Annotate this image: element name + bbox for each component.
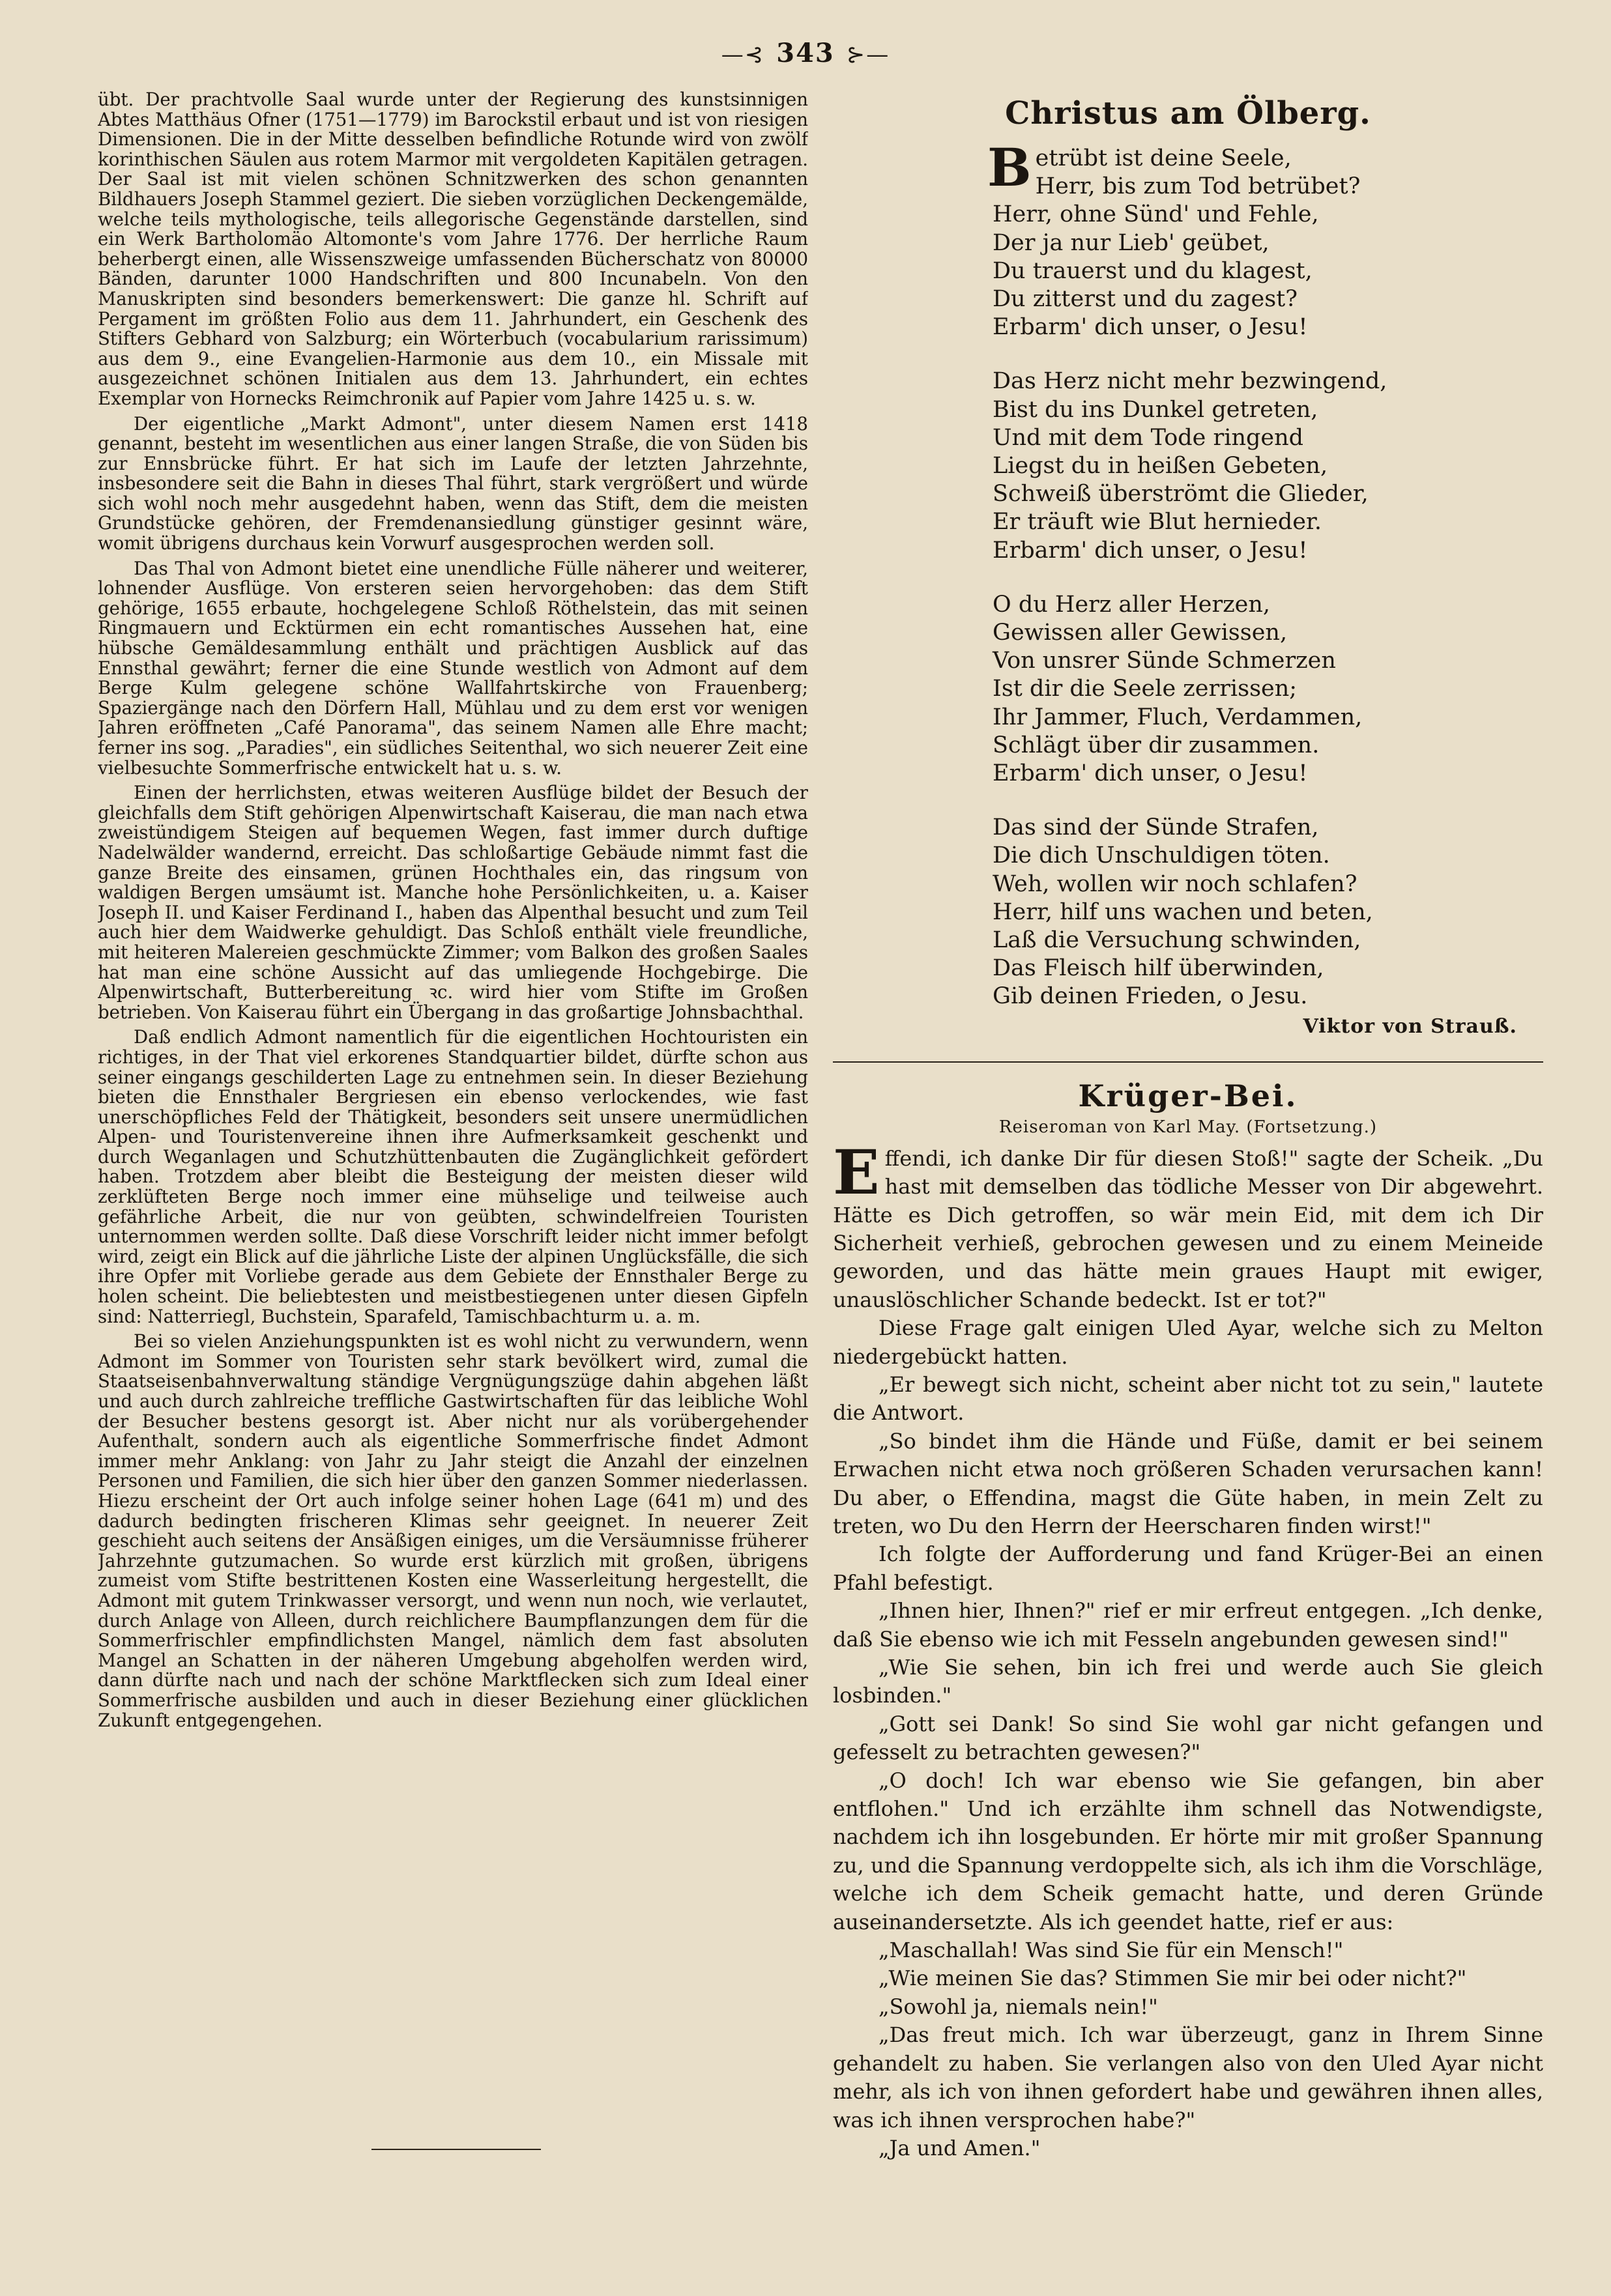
poem-line: Schlägt über dir zusammen. [993, 732, 1320, 758]
poem-author: Viktor von Strauß. [1303, 1014, 1517, 1038]
poem-line: Das Fleisch hilf überwinden, [993, 955, 1324, 982]
story-paragraph: Diese Frage galt einigen Uled Ayar, welche sich zu Melton niedergebückt hatten. [833, 1315, 1543, 1369]
article-paragraph-4: Einen der herrlichsten, etwas weiteren Ausflüge bildet der Besuch der gleichfalls dem Stift gehörigen Alpenwirtschaft Kaiserau, die man nach etwa zweistündigem Steigen auf bequemen Wegen, fast immer durch duftige Nadelwälder wandernd, erreicht. Das schloßartige Gebäude nimmt fast die ganze Breite des einsamen, grünen Hochthales ein, das ringsum von waldigen Bergen umsäumt ist. Manche hohe Persönlichkeiten, u. a. Kaiser Joseph II. und Kaiser Ferdinand I., haben das Alpenthal besucht und zum Teil auch hier dem Waidwerke gehuldigt. Das Schloß enthält viele freundliche, mit heiteren Malereien geschmückte Zimmer; vom Balkon des großen Saales hat man eine schöne Aussicht auf das umliegende Hochgebirge. Die Alpenwirtschaft, Butterbereitung ꝛc. wird hier vom Stifte im Großen betrieben. Von Kaiserau führt ein Übergang in das großartige Johnsbachthal. [98, 782, 808, 1023]
poem-stanza-2 [993, 367, 1543, 564]
story-paragraph: „Ihnen hier, Ihnen?" rief er mir erfreut entgegen. „Ich denke, daß Sie ebenso wie ich mit Fesseln angebunden gewesen sind!" [833, 1598, 1543, 1652]
story-paragraph: „Das freut mich. Ich war überzeugt, ganz in Ihrem Sinne gehandelt zu haben. Sie verlangen also von den Uled Ayar nicht mehr, als ich von ihnen gefordert habe und gewähren ihnen alles, was ich ihnen versprochen habe?" [833, 2022, 1543, 2132]
poem-line: Herr, bis zum Tod betrübet? [1035, 173, 1361, 200]
poem-line: Von unsrer Sünde Schmerzen [993, 648, 1336, 674]
poem-line: Das Herz nicht mehr bezwingend, [993, 368, 1387, 395]
section-divider [833, 1061, 1543, 1063]
story-paragraph: „Wie Sie sehen, bin ich frei und werde auch Sie gleich losbinden." [833, 1655, 1543, 1708]
story-paragraph: „Er bewegt sich nicht, scheint aber nicht tot zu sein," lautete die Antwort. [833, 1371, 1543, 1426]
poem-line: Liegst du in heißen Gebeten, [993, 453, 1328, 480]
story-paragraph: „So bindet ihm die Hände und Füße, damit er bei seinem Erwachen nicht etwa noch größeren Schaden verursachen kann! Du aber, o Effendina, magst die Güte haben, in mein Zelt zu treten, wo Du den Herrn der Heerscharen finden wirst!" [833, 1428, 1543, 1538]
story-paragraph: „Maschallah! Was sind Sie für ein Mensch!" [878, 1938, 1344, 1963]
story-paragraph: „Wie meinen Sie das? Stimmen Sie mir bei oder nicht?" [878, 1966, 1467, 1991]
poem-line: Gib deinen Frieden, o Jesu. [993, 983, 1308, 1010]
ornament-left: —⊰ [721, 42, 765, 68]
poem-line: Und mit dem Tode ringend [993, 424, 1304, 451]
article-paragraph-6: Bei so vielen Anziehungspunkten ist es wohl nicht zu verwundern, wenn Admont im Sommer von Touristen sehr stark bevölkert wird, zumal die Staatseisenbahnverwaltung ständige Vergnügungszüge dahin abgehen läßt und auch durch zahlreiche treffliche Gastwirtschaften für das leibliche Wohl der Besucher bestens gesorgt ist. Aber nicht nur als vorübergehender Aufenthalt, sondern auch als eigentliche Sommerfrische findet Admont immer mehr Anklang: von Jahr zu Jahr steigt die Anzahl der einzelnen Personen und Familien, die sich hier über den ganzen Sommer niederlassen. Hiezu erscheint der Ort auch infolge seiner hohen Lage (641 m) und des dadurch bedingten frischeren Klimas sehr geeignet. In neuerer Zeit geschieht auch seitens der Ansäßigen einiges, um die Versäumnisse früherer Jahrzehnte gutzumachen. So wurde erst kürzlich mit großen, übrigens zumeist vom Stifte bestrittenen Kosten eine Wasserleitung hergestellt, die Admont mit gutem Trinkwasser versorgt, und wenn nun noch, wie verlautet, durch Anlage von Alleen, durch reichlichere Baumpflanzungen dem für die Sommerfrischler empfindlichsten Mangel, nämlich dem fast absoluten Mangel an Schatten in der näheren Umgebung abgeholfen werden wird, dann dürfte nach und nach der schöne Marktflecken sich zum Ideal einer Sommerfrische ausbilden und auch in dieser Beziehung einer glücklichen Zukunft entgegengehen. [98, 1330, 808, 1731]
poem-line: Gewissen aller Gewissen, [993, 620, 1288, 646]
poem-line: Ihr Jammer, Fluch, Verdammen, [993, 704, 1363, 730]
poem-line: O du Herz aller Herzen, [993, 591, 1271, 618]
poem-line: Bist du ins Dunkel getreten, [993, 396, 1318, 423]
poem-line: Der ja nur Lieb' geübet, [993, 229, 1270, 256]
poem-line: Erbarm' dich unser, o Jesu! [993, 314, 1308, 341]
ornament-right: ⊱— [846, 42, 890, 68]
poem-line: Du trauerst und du klagest, [993, 257, 1313, 284]
poem-line: Er träuft wie Blut hernieder. [993, 509, 1322, 536]
story-body [833, 1136, 1543, 2163]
article-paragraph-3: Das Thal von Admont bietet eine unendliche Fülle näherer und weiterer, lohnender Ausflüge. Von ersteren seien hervorgehoben: das dem Stift gehörige, 1655 erbaute, hochgelegene Schloß Röthelstein, das mit seinen Ringmauern und Ecktürmen ein echt romantisches Aussehen hat, eine hübsche Gemäldesammlung enthält und prächtigen Ausblick auf das Ennsthal gewährt; ferner die eine Stunde westlich von Admont auf dem Berge Kulm gelegene schöne Wallfahrtskirche von Frauenberg; Spaziergänge nach den Dörfern Hall, Mühlau und zu dem erst vor wenigen Jahren eröffneten „Café Panorama", das seinem Namen alle Ehre macht; ferner ins sog. „Paradies", ein südliches Seitenthal, wo sich neuerer Zeit eine vielbesuchte Sommerfrische entwickelt hat u. s. w. [98, 557, 808, 779]
poem-line: Die dich Unschuldigen töten. [993, 842, 1330, 869]
page-number-header [0, 38, 1611, 68]
article-paragraph-1: übt. Der prachtvolle Saal wurde unter der Regierung des kunstsinnigen Abtes Matthäus Ofner (1751—1779) im Barockstil erbaut und ist von riesigen Dimensionen. Die in der Mitte desselben befindliche Rotunde wird von zwölf korinthischen Säulen aus rotem Marmor mit vergoldeten Kapitälen getragen. Der Saal ist mit vielen schönen Schnitzwerken des schon genannten Bildhauers Joseph Stammel geziert. Die sieben vorzüglichen Deckengemälde, welche teils mythologische, teils allegorische Gegenstände darstellen, sind ein Werk Bartholomäo Altomonte's vom Jahre 1776. Der herrliche Raum beherbergt einen, alle Wissenszweige umfassenden Bücherschatz von 80000 Bänden, darunter 1000 Handschriften und 800 Incunabeln. Von den Manuskripten sind besonders bemerkenswert: Die ganze hl. Schrift auf Pergament im größten Folio aus dem 11. Jahrhundert, ein Geschenk des Stifters Gebhard von Salzburg; ein Wörterbuch (vocabularium rarissimum) aus dem 9., eine Evangelien-Harmonie aus dem 10., ein Missale mit ausgezeichnet schönen Initialen aus dem 13. Jahrhundert, ein echtes Exemplar von Hornecks Reimchronik auf Papier vom Jahre 1425 u. s. w. [98, 90, 808, 409]
article-paragraph-2: Der eigentliche „Markt Admont", unter diesem Namen erst 1418 genannt, besteht im wesentlichen aus einer langen Straße, die von Süden bis zur Ennsbrücke führt. Er hat sich im Laufe der letzten Jahrzehnte, insbesondere seit die Bahn in dieses Thal führt, stark vergrößert und würde sich wohl noch mehr ausgedehnt haben, wenn das Stift, dem die meisten Grundstücke gehören, der Fremdenansiedlung günstiger gesinnt wäre, womit übrigens durchaus kein Vorwurf ausgesprochen werden soll. [98, 412, 808, 554]
poem-stanza-4 [993, 814, 1543, 1011]
poem-line: Betrübt ist deine Seele, [987, 137, 1292, 198]
story-subtitle: Reiseroman von Karl May. (Fortsetzung.) [998, 1117, 1378, 1137]
poem-line: Erbarm' dich unser, o Jesu! [993, 537, 1308, 564]
story-paragraph: Effendi, ich danke Dir für diesen Stoß!" sagte der Scheik. „Du hast mit demselben das tödliche Messer von Dir abgewehrt. Hätte es Dich getroffen, so wär mein Eid, mit dem ich Dir Sicherheit verhieß, gebrochen gewesen und zu einem Meineide geworden, und das hätte mein graues Haupt mit ewiger, unauslöschlicher Schande bedeckt. Ist er tot?" [833, 1136, 1543, 1312]
story-paragraph: „Ja und Amen." [878, 2135, 1041, 2160]
article-admont-column [98, 90, 808, 2207]
poem-line: Weh, wollen wir noch schlafen? [993, 870, 1357, 897]
poem-line: Herr, hilf uns wachen und beten, [993, 898, 1373, 925]
poem-line: Das sind der Sünde Strafen, [993, 814, 1319, 841]
poem-line: Laß die Versuchung schwinden, [993, 927, 1361, 954]
poem-line: Herr, ohne Sünd' und Fehle, [993, 201, 1319, 228]
story-paragraph: „Gott sei Dank! So sind Sie wohl gar nicht gefangen und gefesselt zu betrachten gewesen?" [833, 1711, 1543, 1765]
poem-title: Christus am Ölberg. [1005, 95, 1371, 132]
page-number: 343 [776, 38, 835, 68]
poem-line: Ist dir die Seele zerrissen; [993, 676, 1298, 702]
poem-body [987, 137, 1543, 1011]
story-paragraph: „O doch! Ich war ebenso wie Sie gefangen, bin aber entflohen." Und ich erzählte ihm schnell das Notwendigste, nachdem ich ihn losgebunden. Er hörte mir mit großer Spannung zu, und die Spannung verdoppelte sich, als ich ihm die Vorschläge, welche ich dem Scheik gemacht hatte, und deren Gründe auseinandersetzte. Als ich geendet hatte, rief er aus: [833, 1768, 1543, 1934]
right-column [833, 90, 1543, 2207]
story-paragraph: „Sowohl ja, niemals nein!" [878, 1994, 1158, 2019]
poem-initial: B [987, 137, 1032, 198]
poem-line: Erbarm' dich unser, o Jesu! [993, 760, 1308, 787]
column-end-rule [371, 2149, 541, 2150]
poem-stanza-3 [993, 591, 1543, 788]
poem-line: Du zitterst und du zagest? [993, 286, 1298, 313]
poem-line: Schweiß überströmt die Glieder, [993, 481, 1369, 508]
poem-stanza-1 [987, 137, 1543, 341]
story-title: Krüger-Bei. [1078, 1078, 1298, 1113]
article-paragraph-5: Daß endlich Admont namentlich für die eigentlichen Hochtouristen ein richtiges, in der That viel erkorenes Standquartier bildet, dürfte schon aus seiner eingangs geschilderten Lage zu entnehmen sein. In dieser Beziehung bieten die Ennsthaler Bergriesen ein ebenso verlockendes, wie fast unerschöpfliches Feld der Thätigkeit, besonders seit unsere unermüdlichen Alpen- und Touristenvereine ihnen ihre Aufmerksamkeit geschenkt und durch Weganlagen und Schutzhüttenbauten die Zugänglichkeit gefördert haben. Trotzdem aber bleibt die Besteigung der meisten dieser wild zerklüfteten Berge noch immer eine mühselige und teilweise auch gefährliche Arbeit, die nur von geübten, schwindelfreien Touristen unternommen werden sollte. Daß diese Vorschrift leider nicht immer befolgt wird, zeigt ein Blick auf die jährliche Liste der alpinen Unglücksfälle, die sich ihre Opfer mit Vorliebe gerade aus dem Gebiete der Ennsthaler Berge zu holen scheint. Die beliebtesten und meistbestiegenen unter diesen Gipfeln sind: Natterriegl, Buchstein, Sparafeld, Tamischbachturm u. a. m. [98, 1026, 808, 1327]
story-paragraph: Ich folgte der Aufforderung und fand Krüger-Bei an einen Pfahl befestigt. [833, 1542, 1543, 1595]
story-initial: E [833, 1136, 880, 1209]
